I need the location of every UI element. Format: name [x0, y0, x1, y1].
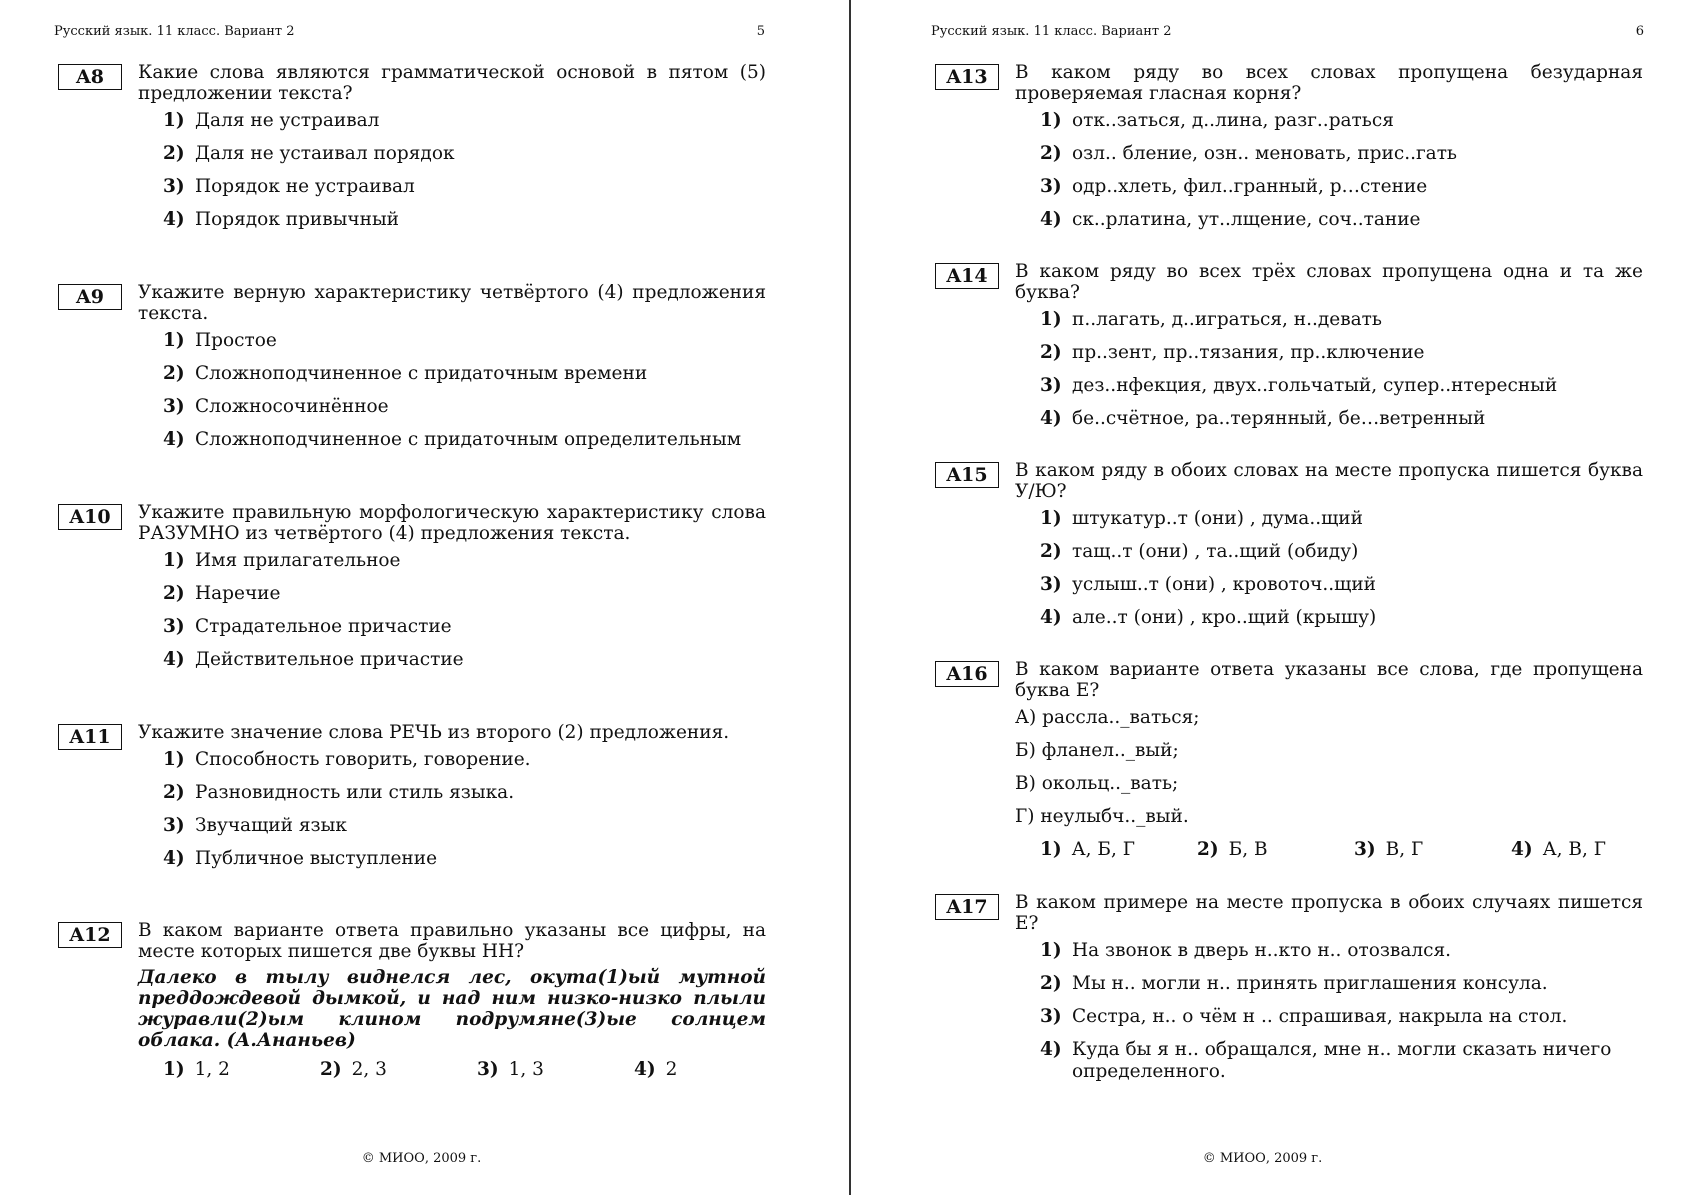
question-text: В каком примере на месте пропуска в обоих случаях пишется Е?	[1015, 892, 1643, 934]
answer-option[interactable]: 1) Имя прилагательное	[163, 550, 401, 571]
answer-option[interactable]: 1) Даля не устраивал	[163, 110, 380, 131]
question-a11	[58, 722, 844, 870]
answer-option[interactable]: 4) бе..счётное, ра..терянный, бе…ветренный	[1040, 408, 1486, 429]
answer-option[interactable]: 3) Порядок не устраивал	[163, 176, 415, 197]
question-id: A17	[935, 894, 999, 920]
question-id: A13	[935, 64, 999, 90]
page-header-title: Русский язык. 11 класс. Вариант 2	[54, 24, 295, 39]
question-id: A11	[58, 724, 122, 750]
question-id: A15	[935, 462, 999, 488]
answer-option[interactable]: 2) тащ..т (они) , та..щий (обиду)	[1040, 541, 1359, 562]
question-a14	[935, 261, 1700, 430]
answer-option[interactable]: 1) отк..заться, д..лина, разг..раться	[1040, 110, 1394, 131]
answer-option[interactable]: 2) Наречие	[163, 583, 281, 604]
question-a13	[935, 62, 1700, 231]
question-a8	[58, 62, 844, 231]
answer-option[interactable]: 1) Простое	[163, 330, 277, 351]
question-id: A14	[935, 263, 999, 289]
question-id: A8	[58, 64, 122, 90]
answer-option[interactable]: 3) услыш..т (они) , кровоточ..щий	[1040, 574, 1376, 595]
question-id: A10	[58, 504, 122, 530]
question-id: A12	[58, 922, 122, 948]
answer-option[interactable]: 3) Страдательное причастие	[163, 616, 452, 637]
page-number: 5	[756, 24, 765, 39]
answer-option[interactable]: 2) Сложноподчиненное с придаточным времени	[163, 363, 648, 384]
question-text: В каком ряду во всех словах пропущена безударная проверяемая гласная корня?	[1015, 62, 1643, 104]
right-page	[851, 0, 1700, 1195]
answer-option[interactable]: 2) озл.. бление, озн.. меновать, прис..гать	[1040, 143, 1458, 164]
answer-option[interactable]: 1) штукатур..т (они) , дума..щий	[1040, 508, 1363, 529]
question-id: A9	[58, 284, 122, 310]
question-text: В каком варианте ответа правильно указаны все цифры, на месте которых пишется две буквы НН?	[138, 920, 766, 962]
answer-option[interactable]: 2) Даля не устаивал порядок	[163, 143, 455, 164]
page-footer: © МИОО, 2009 г.	[361, 1151, 482, 1166]
answer-option[interactable]: 1) На звонок в дверь н..кто н.. отозвался.	[1040, 940, 1452, 961]
question-a15	[935, 460, 1700, 629]
answer-option[interactable]: 3) дез..нфекция, двух..гольчатый, супер..нтересный	[1040, 375, 1558, 396]
answer-option[interactable]: 4) Сложноподчиненное с придаточным определительным	[163, 429, 742, 450]
page-header-title: Русский язык. 11 класс. Вариант 2	[931, 24, 1172, 39]
answer-options-row	[163, 1059, 844, 1081]
word-item: А) рассла.._ваться;	[1015, 707, 1200, 728]
left-page	[0, 0, 849, 1195]
page-footer: © МИОО, 2009 г.	[1202, 1151, 1323, 1166]
answer-option[interactable]: 2) пр..зент, пр..тязания, пр..ключение	[1040, 342, 1425, 363]
question-text: В каком варианте ответа указаны все слова, где пропущена буква Е?	[1015, 659, 1643, 701]
question-a16	[935, 659, 1700, 861]
answer-option[interactable]: 3) В, Г	[1354, 839, 1424, 860]
answer-option[interactable]: 1) п..лагать, д..играться, н..девать	[1040, 309, 1382, 330]
answer-option[interactable]: 4) Действительное причастие	[163, 649, 464, 670]
question-text: Укажите верную характеристику четвёртого (4) предложения текста.	[138, 282, 766, 324]
answer-option[interactable]: 3) одр..хлеть, фил..гранный, р…стение	[1040, 176, 1428, 197]
word-item: В) окольц.._вать;	[1015, 773, 1179, 794]
answer-option[interactable]: 1) А, Б, Г	[1040, 839, 1136, 860]
answer-options-row	[1040, 839, 1700, 861]
question-text: Какие слова являются грамматической основой в пятом (5) предложении текста?	[138, 62, 766, 104]
question-id: A16	[935, 661, 999, 687]
question-text: Укажите правильную морфологическую характеристику слова РАЗУМНО из четвёртого (4) предложения текста.	[138, 502, 766, 544]
answer-option[interactable]: 2) Б, В	[1197, 839, 1268, 860]
question-text: В каком ряду в обоих словах на месте пропуска пишется буква У/Ю?	[1015, 460, 1643, 502]
answer-option[interactable]: 4) А, В, Г	[1511, 839, 1607, 860]
question-a12	[58, 920, 844, 1081]
answer-option[interactable]: 4) ск..рлатина, ут..лщение, соч..тание	[1040, 209, 1421, 230]
answer-option[interactable]: 4) але..т (они) , кро..щий (крышу)	[1040, 607, 1377, 628]
answer-option[interactable]: 3) Сложносочинённое	[163, 396, 389, 417]
answer-option[interactable]: 3) 1, 3	[477, 1059, 544, 1080]
word-item: Б) фланел.._вый;	[1015, 740, 1179, 761]
answer-option[interactable]: 3) Звучащий язык	[163, 815, 347, 836]
answer-option[interactable]: 2) 2, 3	[320, 1059, 387, 1080]
answer-option[interactable]: 2) Разновидность или стиль языка.	[163, 782, 515, 803]
answer-option[interactable]: 4) Публичное выступление	[163, 848, 438, 869]
page-number: 6	[1635, 24, 1644, 39]
question-text: Укажите значение слова РЕЧЬ из второго (2) предложения.	[138, 722, 730, 743]
answer-option[interactable]: 4) Порядок привычный	[163, 209, 400, 230]
answer-option[interactable]: 4) 2	[634, 1059, 678, 1080]
answer-option[interactable]: 1) Способность говорить, говорение.	[163, 749, 531, 770]
answer-option[interactable]: 3) Сестра, н.. о чём н .. спрашивая, накрыла на стол.	[1040, 1006, 1568, 1027]
question-text: В каком ряду во всех трёх словах пропущена одна и та же буква?	[1015, 261, 1643, 303]
answer-option[interactable]: 1) 1, 2	[163, 1059, 230, 1080]
question-a17	[935, 892, 1700, 1083]
question-a9	[58, 282, 844, 451]
word-item: Г) неулыбч.._вый.	[1015, 806, 1189, 827]
question-a10	[58, 502, 844, 671]
answer-option[interactable]: 4) Куда бы я н.. обращался, мне н.. могли сказать ничего определенного.	[1040, 1039, 1612, 1082]
text-passage: Далеко в тылу виднелся лес, окута(1)ый мутной преддождевой дымкой, и над ним низко-низко плыли журавли(2)ым клином подрумяне(3)ые солнцем облака. (А.Ананьев)	[138, 967, 766, 1051]
answer-option[interactable]: 2) Мы н.. могли н.. принять приглашения консула.	[1040, 973, 1548, 994]
